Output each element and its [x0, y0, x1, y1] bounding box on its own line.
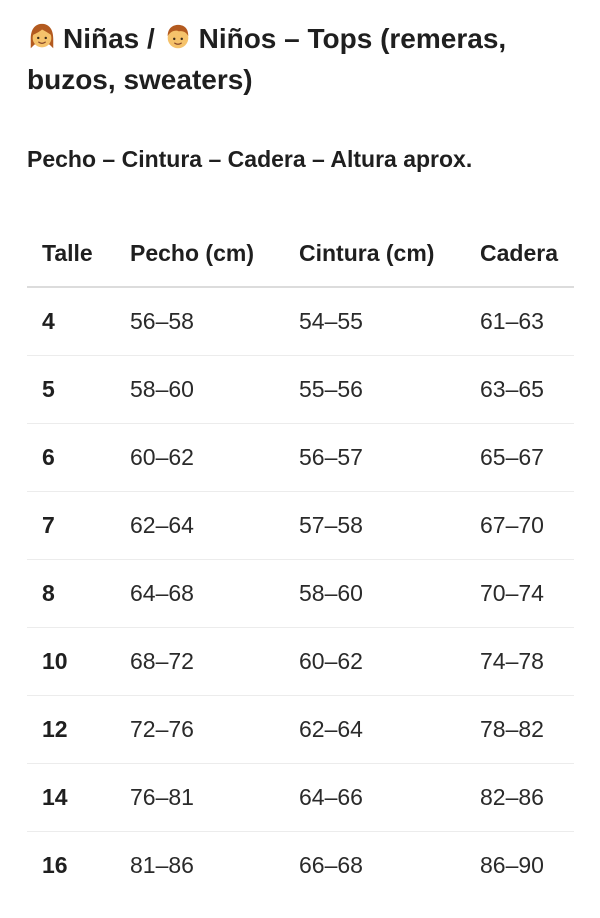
cell-talle: 12 [27, 696, 115, 764]
column-header-cadera: Cadera [465, 220, 574, 287]
cell-cadera: 61–63 [465, 287, 574, 356]
cell-pecho: 60–62 [115, 424, 284, 492]
cell-pecho: 64–68 [115, 560, 284, 628]
cell-talle: 16 [42, 852, 68, 878]
cell-cadera: 67–70 [465, 492, 574, 560]
cell-cadera: 70–74 [465, 560, 574, 628]
table-row [27, 287, 574, 356]
cell-cintura: 62–64 [284, 696, 465, 764]
table-header-row [27, 220, 574, 287]
cell-talle: 7 [27, 492, 115, 560]
cell-cintura: 58–60 [284, 560, 465, 628]
cell-talle: 4 [27, 287, 115, 356]
cell-cintura: 54–55 [284, 287, 465, 356]
cell-pecho: 72–76 [115, 696, 284, 764]
cell-talle: 8 [27, 560, 115, 628]
cell-cadera: 82–86 [465, 764, 574, 832]
table-row [27, 696, 574, 764]
cell-pecho: 58–60 [115, 356, 284, 424]
table-row [27, 356, 574, 424]
cell-pecho: 81–86 [130, 852, 194, 878]
column-header-cintura: Cintura (cm) [284, 220, 465, 287]
cell-cadera: 78–82 [465, 696, 574, 764]
table-row [27, 424, 574, 492]
cell-cintura: 55–56 [284, 356, 465, 424]
cell-cadera: 86–90 [480, 852, 544, 878]
column-header-talle: Talle [27, 220, 115, 287]
table-row [27, 832, 574, 900]
cell-talle: 14 [27, 764, 115, 832]
cell-talle: 10 [27, 628, 115, 696]
cell-cadera: 63–65 [465, 356, 574, 424]
cell-cintura: 56–57 [284, 424, 465, 492]
cell-cintura: 66–68 [299, 852, 363, 878]
boy-emoji-icon [163, 22, 193, 52]
cell-cintura: 60–62 [284, 628, 465, 696]
cell-pecho: 62–64 [115, 492, 284, 560]
column-header-pecho: Pecho (cm) [115, 220, 284, 287]
cell-talle: 6 [27, 424, 115, 492]
measurements-subtitle: Pecho – Cintura – Cadera – Altura aprox. [27, 146, 473, 172]
cell-cadera: 65–67 [465, 424, 574, 492]
cell-cintura: 64–66 [284, 764, 465, 832]
size-chart-table [27, 220, 574, 899]
cell-cadera: 74–78 [465, 628, 574, 696]
table-row [27, 628, 574, 696]
page-heading [27, 18, 587, 100]
girls-label: Niñas / [63, 23, 155, 54]
girl-emoji-icon [27, 22, 57, 52]
heading-title-text: Niños – Tops (remeras, buzos, sweaters) [27, 23, 507, 95]
cell-talle: 5 [27, 356, 115, 424]
cell-cintura: 57–58 [284, 492, 465, 560]
table-row [27, 764, 574, 832]
cell-pecho: 76–81 [115, 764, 284, 832]
cell-pecho: 56–58 [115, 287, 284, 356]
cell-pecho: 68–72 [115, 628, 284, 696]
table-row [27, 492, 574, 560]
table-row [27, 560, 574, 628]
